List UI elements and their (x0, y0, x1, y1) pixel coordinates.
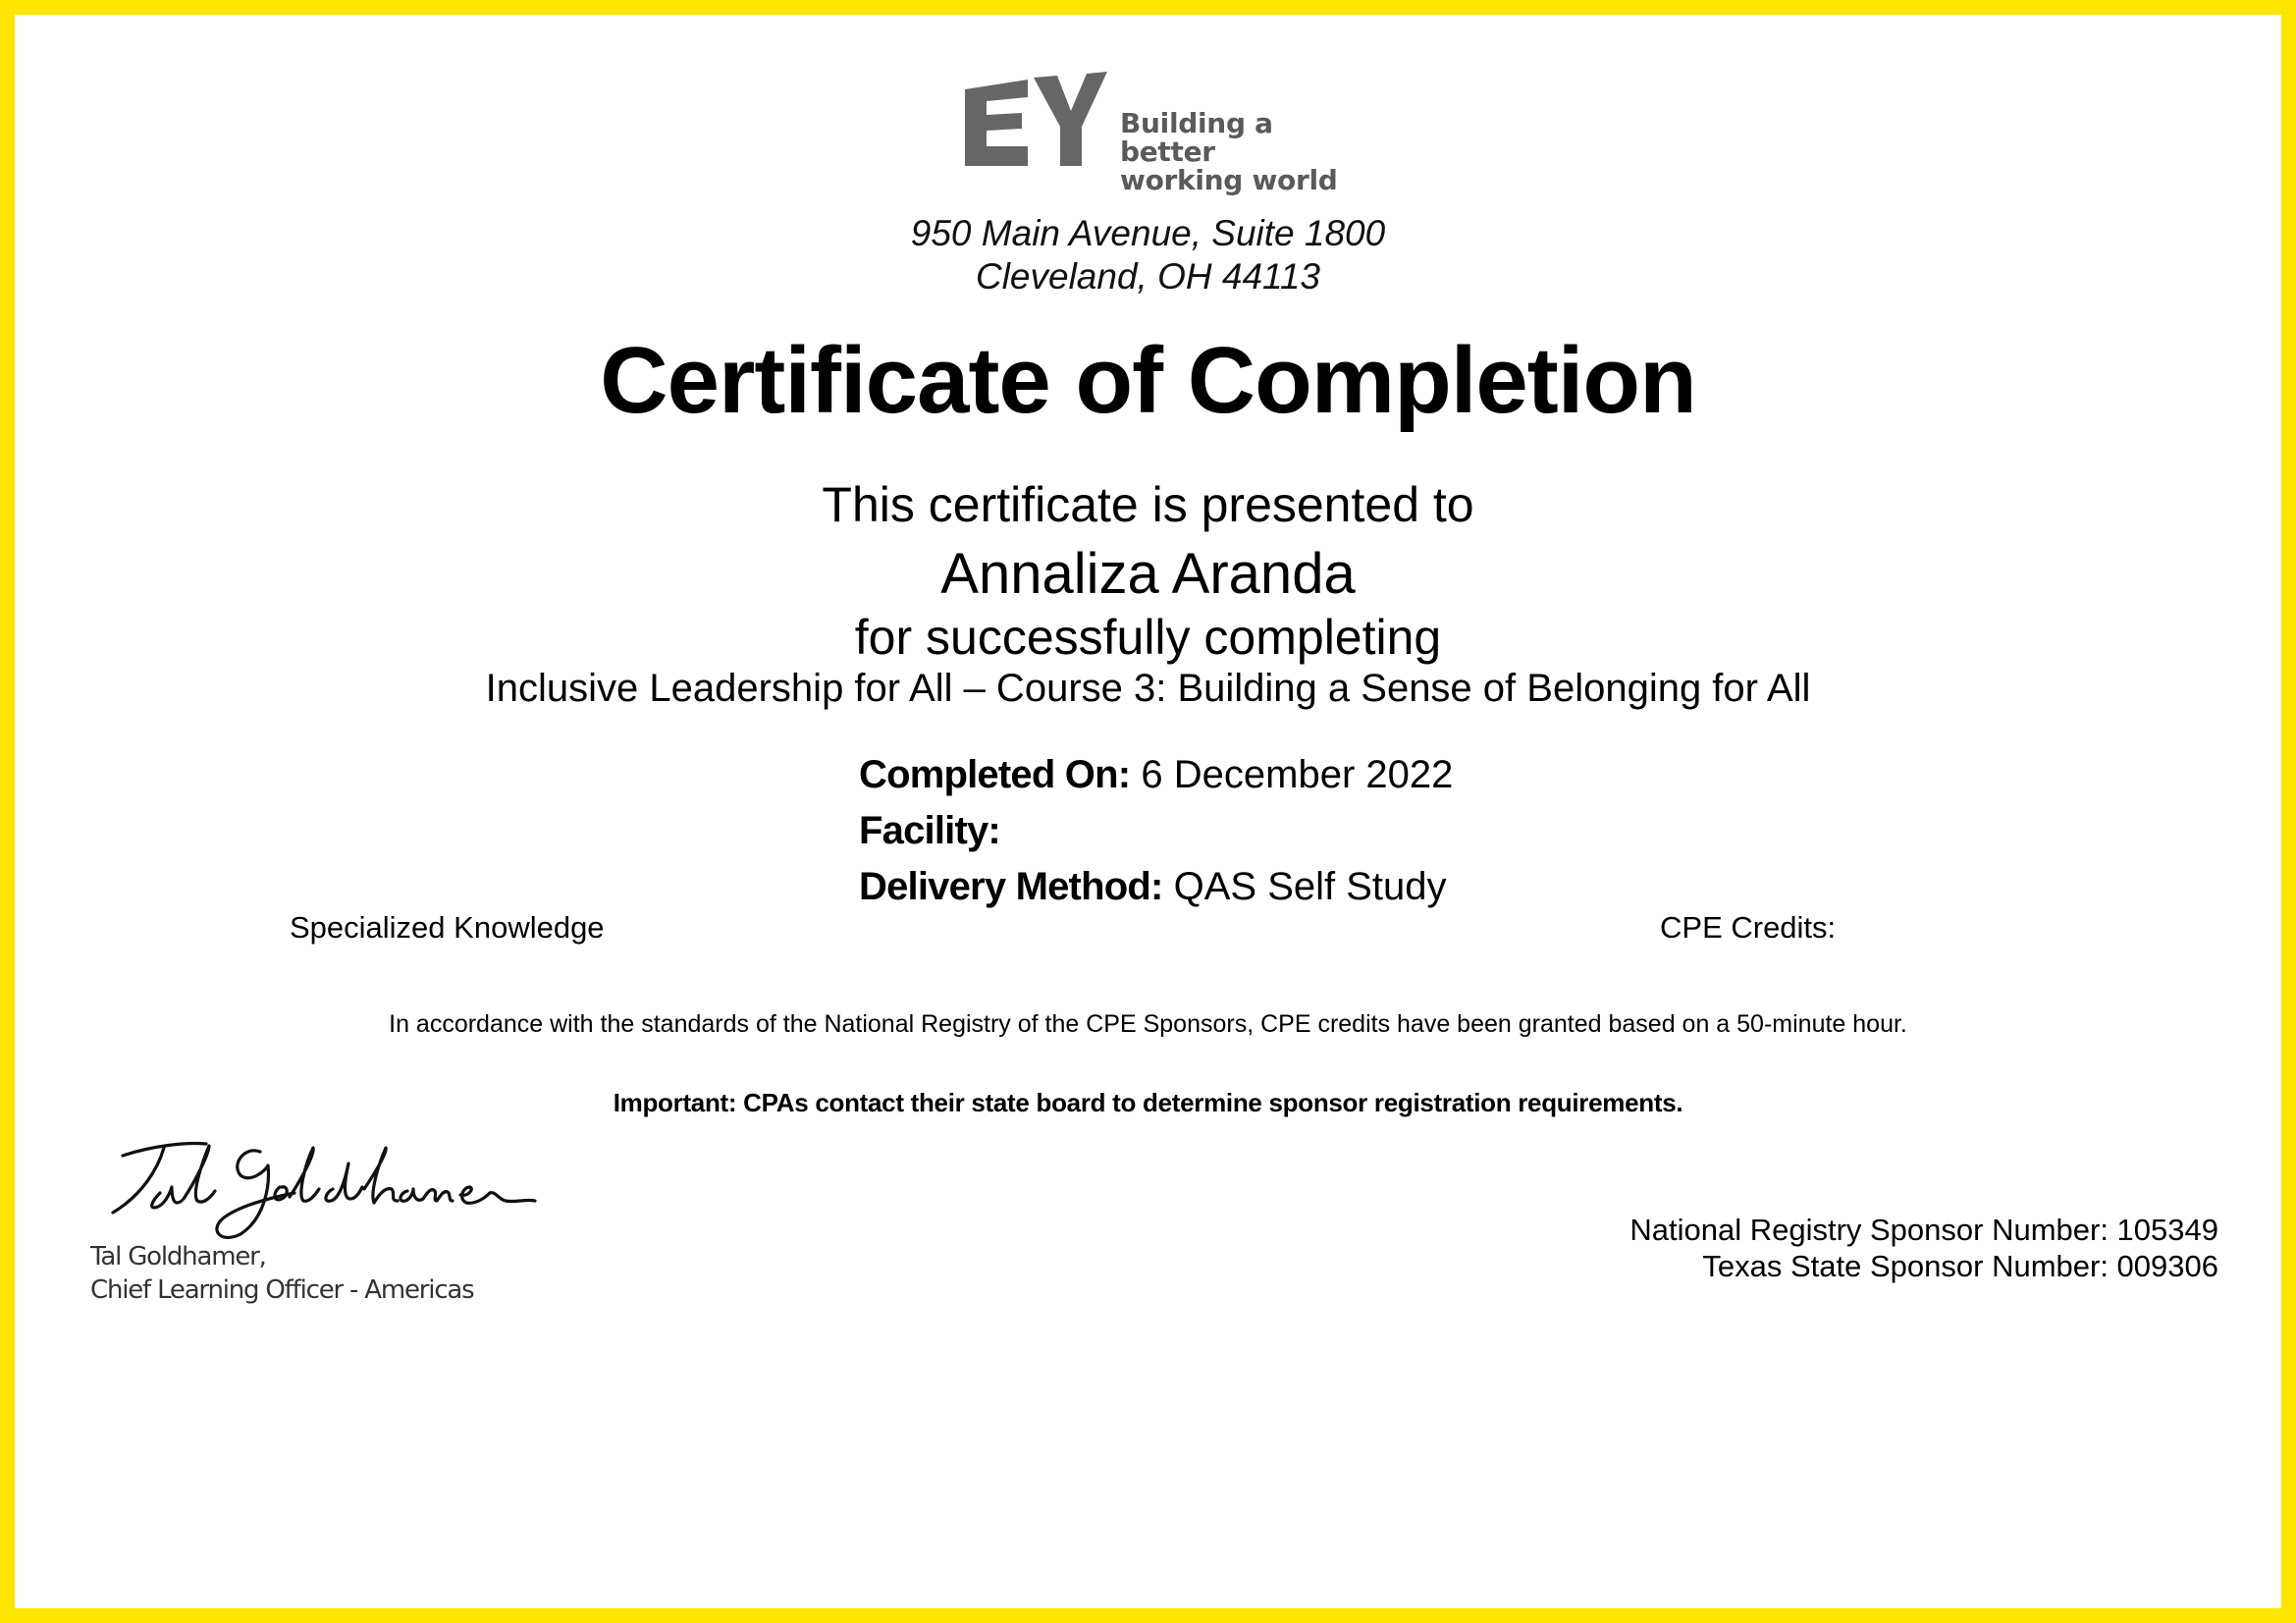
signatory (90, 1240, 474, 1307)
signatory-title: Chief Learning Officer - Americas (90, 1275, 474, 1305)
facility-row (859, 803, 1453, 859)
ey-logo (965, 66, 1346, 196)
field-of-study: Specialized Knowledge (290, 910, 605, 945)
ey-logo-mark (965, 72, 1107, 166)
texas-state-sponsor-number: Texas State Sponsor Number: 009306 (1702, 1249, 2218, 1283)
national-registry-sponsor-number: National Registry Sponsor Number: 105349 (1629, 1213, 2218, 1247)
address-line1: 950 Main Avenue, Suite 1800 (910, 213, 1386, 253)
completed-on-value: 6 December 2022 (1141, 753, 1454, 796)
address-line2: Cleveland, OH 44113 (975, 256, 1321, 297)
completed-on-row (859, 747, 1453, 803)
logo-tagline-line1: Building a better (1120, 107, 1273, 168)
standards-text: In accordance with the standards of the National Registry of the CPE Sponsors, CPE credits have been granted based on a 50-minute hour. (389, 1010, 1907, 1038)
logo-tagline (1120, 109, 1346, 194)
cpe-credits-label: CPE Credits: (1660, 910, 1837, 945)
presented-text: This certificate is presented to (822, 477, 1474, 532)
completion-details (859, 747, 1453, 915)
delivery-method-value: QAS Self Study (1173, 865, 1447, 908)
signature-image (93, 1124, 564, 1242)
important-note: Important: CPAs contact their state board to determine sponsor registration requirements. (613, 1088, 1683, 1117)
address (15, 212, 2281, 298)
recipient-name: Annaliza Aranda (940, 542, 1356, 606)
delivery-method-label: Delivery Method: (859, 865, 1163, 908)
certificate (15, 15, 2281, 1608)
completing-text: for successfully completing (854, 610, 1442, 665)
sponsor-numbers (1629, 1212, 2218, 1284)
completed-on-label: Completed On: (859, 753, 1131, 796)
logo-tagline-line2: working world (1120, 164, 1338, 196)
course-name: Inclusive Leadership for All – Course 3: Building a Sense of Belonging for All (485, 667, 1811, 710)
facility-label: Facility: (859, 809, 1000, 852)
delivery-method-row (859, 859, 1453, 915)
certificate-title: Certificate of Completion (600, 328, 1696, 433)
signatory-name: Tal Goldhamer, (90, 1242, 266, 1271)
